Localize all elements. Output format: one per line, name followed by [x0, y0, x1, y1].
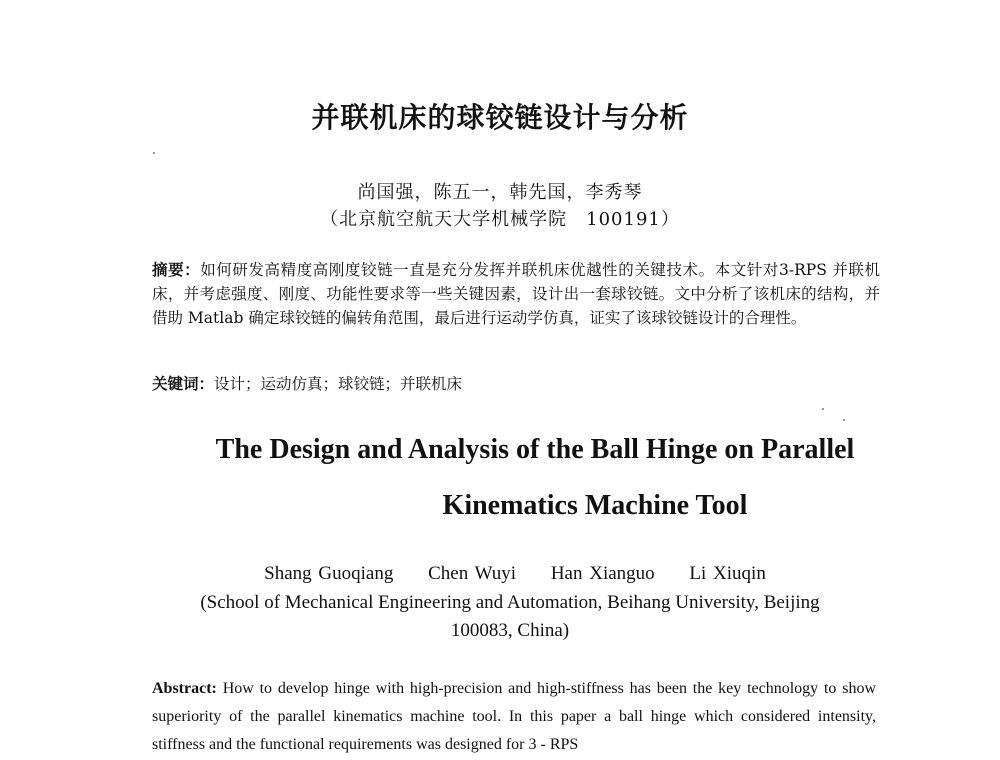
scan-speck: [153, 152, 155, 154]
english-affiliation-line-2: 100083, China): [450, 620, 570, 641]
english-abstract-text: How to develop hinge with high-precision and high-stiffness has been the key technology to show superiority of the parallel kinematics machine tool. In this paper a ball hinge which considered intensity, stiffness and the functional requirements was designed for 3 - RPS: [152, 680, 877, 753]
chinese-authors: 尚国强，陈五一，韩先国，李秀琴: [357, 182, 643, 203]
chinese-affiliation: （北京航空航天大学机械学院 100191）: [320, 209, 680, 230]
chinese-keywords: [152, 372, 880, 396]
chinese-title: 并联机床的球铰链设计与分析: [311, 101, 689, 134]
author-4: Li Xiuqin: [689, 563, 766, 584]
chinese-abstract-label: 摘要：: [152, 260, 201, 279]
english-authors: [0, 563, 1000, 585]
english-abstract: [152, 675, 876, 759]
english-title-line-1: The Design and Analysis of the Ball Hinge on Parallel: [215, 434, 855, 465]
english-affiliation-line-1: (School of Mechanical Engineering and Automation, Beihang University, Beijing: [200, 592, 820, 613]
chinese-keywords-text: 设计；运动仿真；球铰链；并联机床: [214, 375, 463, 393]
author-2: Chen Wuyi: [428, 563, 517, 584]
author-3: Han Xianguo: [550, 563, 655, 584]
author-1: Shang Guoqiang: [264, 563, 394, 584]
chinese-abstract: [152, 258, 880, 330]
english-title-line-2: Kinematics Machine Tool: [442, 490, 748, 521]
english-abstract-label: Abstract:: [152, 680, 217, 697]
scan-speck: [822, 408, 824, 410]
scan-speck: [843, 419, 845, 421]
chinese-keywords-label: 关键词：: [152, 374, 215, 393]
chinese-abstract-text: 如何研发高精度高刚度铰链一直是充分发挥并联机床优越性的关键技术。本文针对3-RPS 并联机床，并考虑强度、刚度、功能性要求等一些关键因素，设计出一套球铰链。文中分析了该机床的结构，并借助 Matlab 确定球铰链的偏转角范围，最后进行运动学仿真，证实了该球铰链设计的合理性。: [152, 261, 880, 327]
